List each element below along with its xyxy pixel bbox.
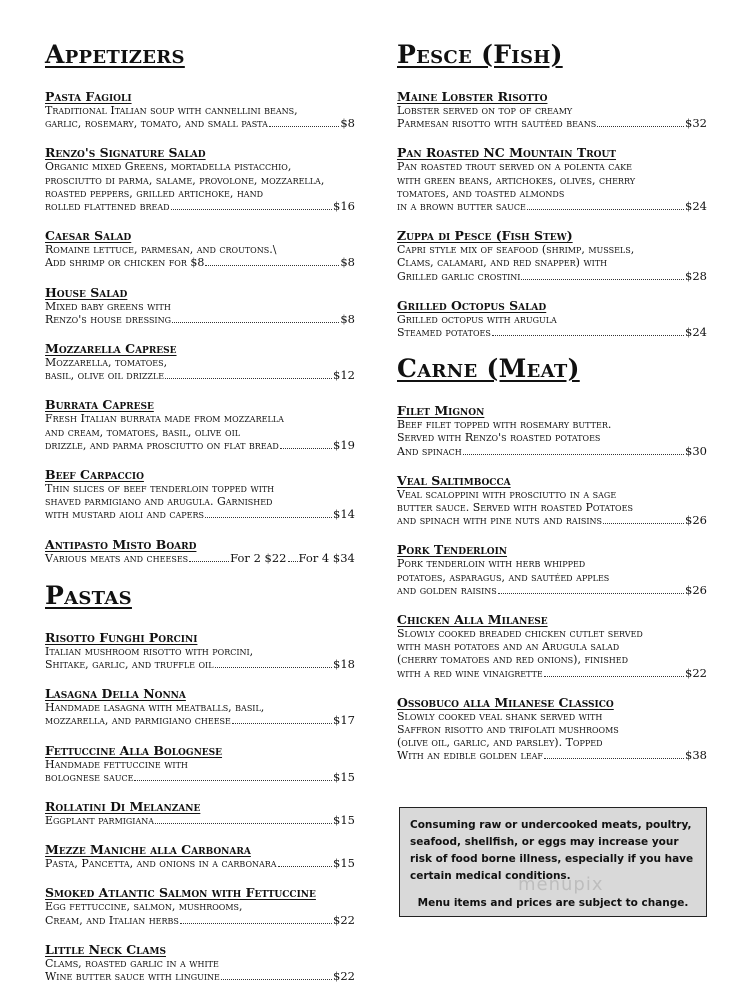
dot-leader (189, 552, 229, 562)
dot-leader (492, 326, 684, 336)
description-line: Shitake, garlic, and truffle oil (45, 658, 214, 672)
menu-item-description (45, 412, 355, 452)
dot-leader (215, 658, 333, 668)
appetizers-items (45, 89, 355, 565)
menu-item-price: $8 (340, 116, 355, 131)
menu-item-name: Mezze Maniche alla Carbonara (45, 842, 251, 858)
price-line (45, 369, 355, 382)
description-line: Slowly cooked veal shank served with (397, 709, 603, 723)
dot-leader (288, 552, 298, 562)
dot-leader (205, 508, 332, 518)
menu-item-price: $12 (333, 368, 355, 383)
description-line: butter sauce. Served with roasted Potatoes (397, 501, 633, 515)
menu-item-price: $22 (685, 665, 707, 680)
dot-leader (171, 200, 333, 210)
price-change-note: Menu items and prices are subject to change. (417, 897, 689, 909)
description-line: Italian mushroom risotto with porcini, (45, 644, 254, 658)
price-line (45, 857, 355, 870)
price-line (397, 270, 707, 283)
dot-leader (172, 313, 339, 323)
menu-item-description (45, 758, 355, 784)
menu-item-description (45, 957, 355, 983)
menu-item-renzo-s-signature-salad (45, 145, 355, 213)
menu-item-description (397, 243, 707, 283)
price-line (45, 117, 355, 130)
price-line (397, 667, 707, 680)
dot-leader (205, 256, 339, 266)
description-line: Mozzarella, tomatoes, (45, 356, 168, 370)
menu-item-description (397, 488, 707, 528)
price-line (45, 200, 355, 213)
description-line: Pork tenderloin with herb whipped (397, 557, 586, 571)
description-line: (olive oil, garlic, and parsley). Topped (397, 736, 603, 750)
description-line: Wine butter sauce with linguine (45, 970, 220, 984)
description-line: with mustard aioli and capers (45, 508, 204, 522)
menu-item-name: Chicken Alla Milanese (397, 612, 548, 628)
menu-item-price: $16 (333, 199, 355, 214)
pastas-items (45, 630, 355, 983)
menu-item-description (397, 160, 707, 213)
menu-item-description (397, 313, 707, 339)
description-line: Served with Renzo's roasted potatoes (397, 431, 601, 445)
pastas-title: Pastas (45, 580, 132, 610)
dot-leader (221, 970, 332, 980)
description-line: basil, olive oil drizzle (45, 369, 165, 383)
pesce-items (397, 89, 707, 339)
menu-item-price: $38 (685, 748, 707, 763)
menu-item-name: Beef Carpaccio (45, 467, 144, 483)
menu-item-antipasto-misto-board (45, 537, 355, 565)
description-line: bolognese sauce (45, 770, 134, 784)
menu-item-price: $30 (685, 443, 707, 458)
description-line: in a brown butter sauce (397, 200, 526, 214)
menu-item-name: Lasagna Della Nonna (45, 686, 186, 702)
description-line: rolled flattened bread (45, 200, 170, 214)
pesce-title: Pesce (Fish) (397, 40, 563, 69)
menu-item-burrata-caprese (45, 397, 355, 452)
menu-item-smoked-atlantic-salmon-with-fettuccine (45, 885, 355, 926)
menu-item-description (45, 814, 355, 827)
description-line: with mash potatoes and an Arugula salad (397, 640, 620, 654)
menu-item-price: For 2 $22 (230, 550, 287, 565)
carne-items (397, 403, 707, 762)
description-line: Lobster served on top of creamy (397, 104, 573, 117)
menu-item-little-neck-clams (45, 942, 355, 983)
dot-leader (603, 514, 684, 524)
description-line: Slowly cooked breaded chicken cutlet served (397, 627, 643, 641)
menu-item-name: Pasta Fagioli (45, 89, 132, 104)
description-line: tomatoes, and toasted almonds (397, 186, 565, 200)
menu-item-description (45, 356, 355, 382)
price-line (397, 117, 707, 130)
price-line (45, 714, 355, 727)
menu-item-filet-mignon (397, 403, 707, 458)
description-line: shaved parmigiano and arugula. Garnished (45, 495, 273, 509)
price-line (45, 970, 355, 983)
menu-item-price: $19 (333, 437, 355, 452)
menu-item-description (397, 627, 707, 680)
menu-item-price: $14 (333, 507, 355, 522)
description-line: drizzle, and parma prosciutto on flat bread (45, 438, 279, 452)
menu-item-price: $26 (685, 513, 707, 528)
menu-item-zuppa-di-pesce-fish-stew (397, 228, 707, 283)
description-line: Clams, roasted garlic in a white (45, 956, 219, 970)
food-safety-notice (399, 807, 707, 917)
description-line: With an edible golden leaf (397, 749, 543, 763)
menu-item-chicken-alla-milanese (397, 612, 707, 680)
menu-item-name: Filet Mignon (397, 403, 485, 419)
dot-leader (527, 200, 684, 210)
description-line: garlic, rosemary, tomato, and small pasta (45, 117, 268, 131)
description-line: Organic mixed Greens, mortadella pistacchio, (45, 160, 292, 174)
menu-item-house-salad (45, 285, 355, 326)
price-line (45, 814, 355, 827)
menu-item-fettuccine-alla-bolognese (45, 743, 355, 784)
menu-item-name: House Salad (45, 284, 128, 300)
menu-item-description (45, 552, 355, 565)
description-line: Fresh Italian burrata made from mozzarella (45, 412, 284, 426)
price-line (45, 256, 355, 269)
price-line (45, 508, 355, 521)
menu-item-price: $24 (685, 199, 707, 214)
menu-item-price: $15 (333, 813, 355, 828)
dot-leader (544, 667, 684, 677)
menu-item-pan-roasted-nc-mountain-trout (397, 145, 707, 213)
menu-item-caesar-salad (45, 228, 355, 269)
price-line (45, 771, 355, 784)
menu-item-name: Smoked Atlantic Salmon with Fettuccine (45, 885, 316, 901)
dot-leader (269, 117, 340, 127)
description-line: Parmesan risotto with sautéed beans (397, 117, 597, 131)
description-line: with a red wine vinaigrette (397, 666, 543, 680)
menu-item-name: Caesar Salad (45, 228, 132, 244)
description-line: Clams, calamari, and red snapper) with (397, 256, 608, 270)
menu-item-name: Ossobuco alla Milanese Classico (397, 694, 614, 710)
description-line: and golden raisins (397, 583, 497, 597)
menu-item-name: Grilled Octopus Salad (397, 297, 547, 313)
price-line (397, 584, 707, 597)
menu-item-name: Little Neck Clams (45, 941, 166, 957)
description-line: potatoes, asparagus, and sautéed apples (397, 570, 610, 584)
carne-section (397, 354, 707, 762)
description-line: Handmade fettuccine with (45, 757, 188, 771)
menu-item-price: $8 (340, 255, 355, 270)
description-line: Thin slices of beef tenderloin topped with (45, 482, 275, 496)
menu-item-description (45, 160, 355, 213)
description-line: roasted peppers, grilled artichoke, hand (45, 186, 263, 200)
menu-item-name: Pork Tenderloin (397, 542, 508, 558)
menu-item-name: Antipasto Misto Board (45, 536, 197, 552)
appetizers-section (45, 40, 355, 565)
menu-item-description (45, 701, 355, 727)
carne-title: Carne (Meat) (397, 354, 580, 384)
menu-item-rollatini-di-melanzane (45, 799, 355, 827)
description-line: Mixed baby greens with (45, 299, 171, 313)
description-line: and cream, tomatoes, basil, olive oil (45, 425, 241, 439)
description-line: Grilled octopus with arugula (397, 312, 557, 326)
description-line: and spinach with pine nuts and raisins (397, 514, 602, 528)
menu-item-mozzarella-caprese (45, 341, 355, 382)
menu-item-price: $22 (333, 912, 355, 927)
description-line: Pasta, Pancetta, and onions in a carbonara (45, 857, 277, 871)
description-line: Eggplant parmigiana (45, 814, 155, 828)
menu-item-price: For 4 $34 (298, 550, 355, 565)
menu-item-price: $26 (685, 582, 707, 597)
description-line: (cherry tomatoes and red onions), finished (397, 653, 629, 667)
dot-leader (278, 857, 332, 867)
menu-item-price: $15 (333, 769, 355, 784)
price-line (45, 658, 355, 671)
description-line: Cream, and Italian herbs (45, 913, 179, 927)
menu-item-price: $24 (685, 325, 707, 340)
menu-item-mezze-maniche-alla-carbonara (45, 842, 355, 870)
menu-item-risotto-funghi-porcini (45, 630, 355, 671)
pesce-section (397, 40, 707, 339)
description-line: Add shrimp or chicken for $8 (45, 256, 205, 270)
menu-item-maine-lobster-risotto (397, 89, 707, 130)
menu-item-price: $32 (685, 116, 707, 131)
menu-item-description (45, 857, 355, 870)
menu-item-description (45, 900, 355, 926)
price-line (397, 326, 707, 339)
price-line (45, 914, 355, 927)
food-safety-warning: Consuming raw or undercooked meats, poultry, seafood, shellfish, or eggs may increase your risk of food borne illness, especially if you have certain medical conditions. (410, 819, 694, 882)
description-line: with green beans, artichokes, olives, cherry (397, 173, 635, 187)
menu-item-description (45, 243, 355, 269)
menu-item-veal-saltimbocca (397, 473, 707, 528)
menu-item-description (45, 300, 355, 326)
menu-item-name: Veal Saltimbocca (397, 472, 511, 488)
menu-item-description (45, 645, 355, 671)
menu-item-pork-tenderloin (397, 542, 707, 597)
left-column (45, 40, 355, 998)
description-line: Egg fettuccine, salmon, mushrooms, (45, 900, 243, 914)
menu-item-description (45, 104, 355, 130)
menu-item-price: $22 (333, 969, 355, 984)
menu-item-beef-carpaccio (45, 467, 355, 522)
watermark-logo: menupix (518, 874, 604, 895)
description-line: Pan roasted trout served on a polenta cake (397, 160, 632, 174)
dot-leader (544, 749, 684, 759)
dot-leader (232, 714, 332, 724)
pastas-section (45, 581, 355, 983)
price-line (45, 439, 355, 452)
menu-item-price: $17 (333, 713, 355, 728)
description-line: Various meats and cheeses (45, 551, 189, 565)
description-line: Veal scaloppini with prosciutto in a sage (397, 487, 617, 501)
dot-leader (180, 914, 332, 924)
right-column (397, 40, 707, 778)
dot-leader (521, 270, 684, 280)
description-line: Steamed potatoes (397, 326, 491, 340)
description-line: Capri style mix of seafood (shrimp, mussels, (397, 243, 635, 257)
description-line: Romaine lettuce, parmesan, and croutons.\ (45, 243, 277, 257)
menu-item-name: Burrata Caprese (45, 397, 154, 413)
description-line: And spinach (397, 444, 462, 458)
menu-item-grilled-octopus-salad (397, 298, 707, 339)
dot-leader (498, 584, 684, 594)
menu-item-description (397, 418, 707, 458)
description-line: Handmade lasagna with meatballs, basil, (45, 701, 265, 715)
dot-leader (463, 445, 684, 455)
menu-item-price: $15 (333, 856, 355, 871)
price-line (397, 749, 707, 762)
menu-item-name: Maine Lobster Risotto (397, 89, 548, 104)
description-line: prosciutto di parma, salame, provolone, mozzarella, (45, 173, 325, 187)
menu-item-description (397, 710, 707, 763)
description-line: mozzarella, and parmigiano cheese (45, 714, 231, 728)
menu-item-price: $28 (685, 268, 707, 283)
description-line: Grilled garlic crostini (397, 269, 521, 283)
menu-item-pasta-fagioli (45, 89, 355, 130)
dot-leader (597, 117, 684, 127)
price-line (397, 200, 707, 213)
price-line (45, 552, 355, 565)
dot-leader (134, 771, 332, 781)
menu-item-price: $18 (333, 657, 355, 672)
menu-item-description (45, 482, 355, 522)
menu-item-name: Fettuccine Alla Bolognese (45, 742, 223, 758)
description-line: Saffron risotto and trifolati mushrooms (397, 723, 619, 737)
menu-item-name: Zuppa di Pesce (Fish Stew) (397, 228, 573, 244)
dot-leader (155, 814, 332, 824)
description-line: Renzo's house dressing (45, 312, 171, 326)
price-line (397, 514, 707, 527)
dot-leader (280, 439, 332, 449)
dot-leader (165, 369, 332, 379)
menu-item-name: Renzo's Signature Salad (45, 145, 206, 161)
menu-item-price: $8 (340, 311, 355, 326)
price-line (397, 445, 707, 458)
menu-item-name: Rollatini Di Melanzane (45, 799, 201, 815)
menu-item-ossobuco-alla-milanese-classico (397, 695, 707, 763)
menu-item-name: Risotto Funghi Porcini (45, 629, 198, 645)
description-line: Beef filet topped with rosemary butter. (397, 418, 612, 432)
menu-item-lasagna-della-nonna (45, 686, 355, 727)
appetizers-title: Appetizers (45, 40, 185, 69)
menu-item-description (397, 557, 707, 597)
menu-item-name: Mozzarella Caprese (45, 341, 177, 357)
description-line: Traditional Italian soup with cannellini beans, (45, 104, 298, 117)
price-line (45, 313, 355, 326)
menu-item-name: Pan Roasted NC Mountain Trout (397, 145, 617, 161)
menu-item-description (397, 104, 707, 130)
